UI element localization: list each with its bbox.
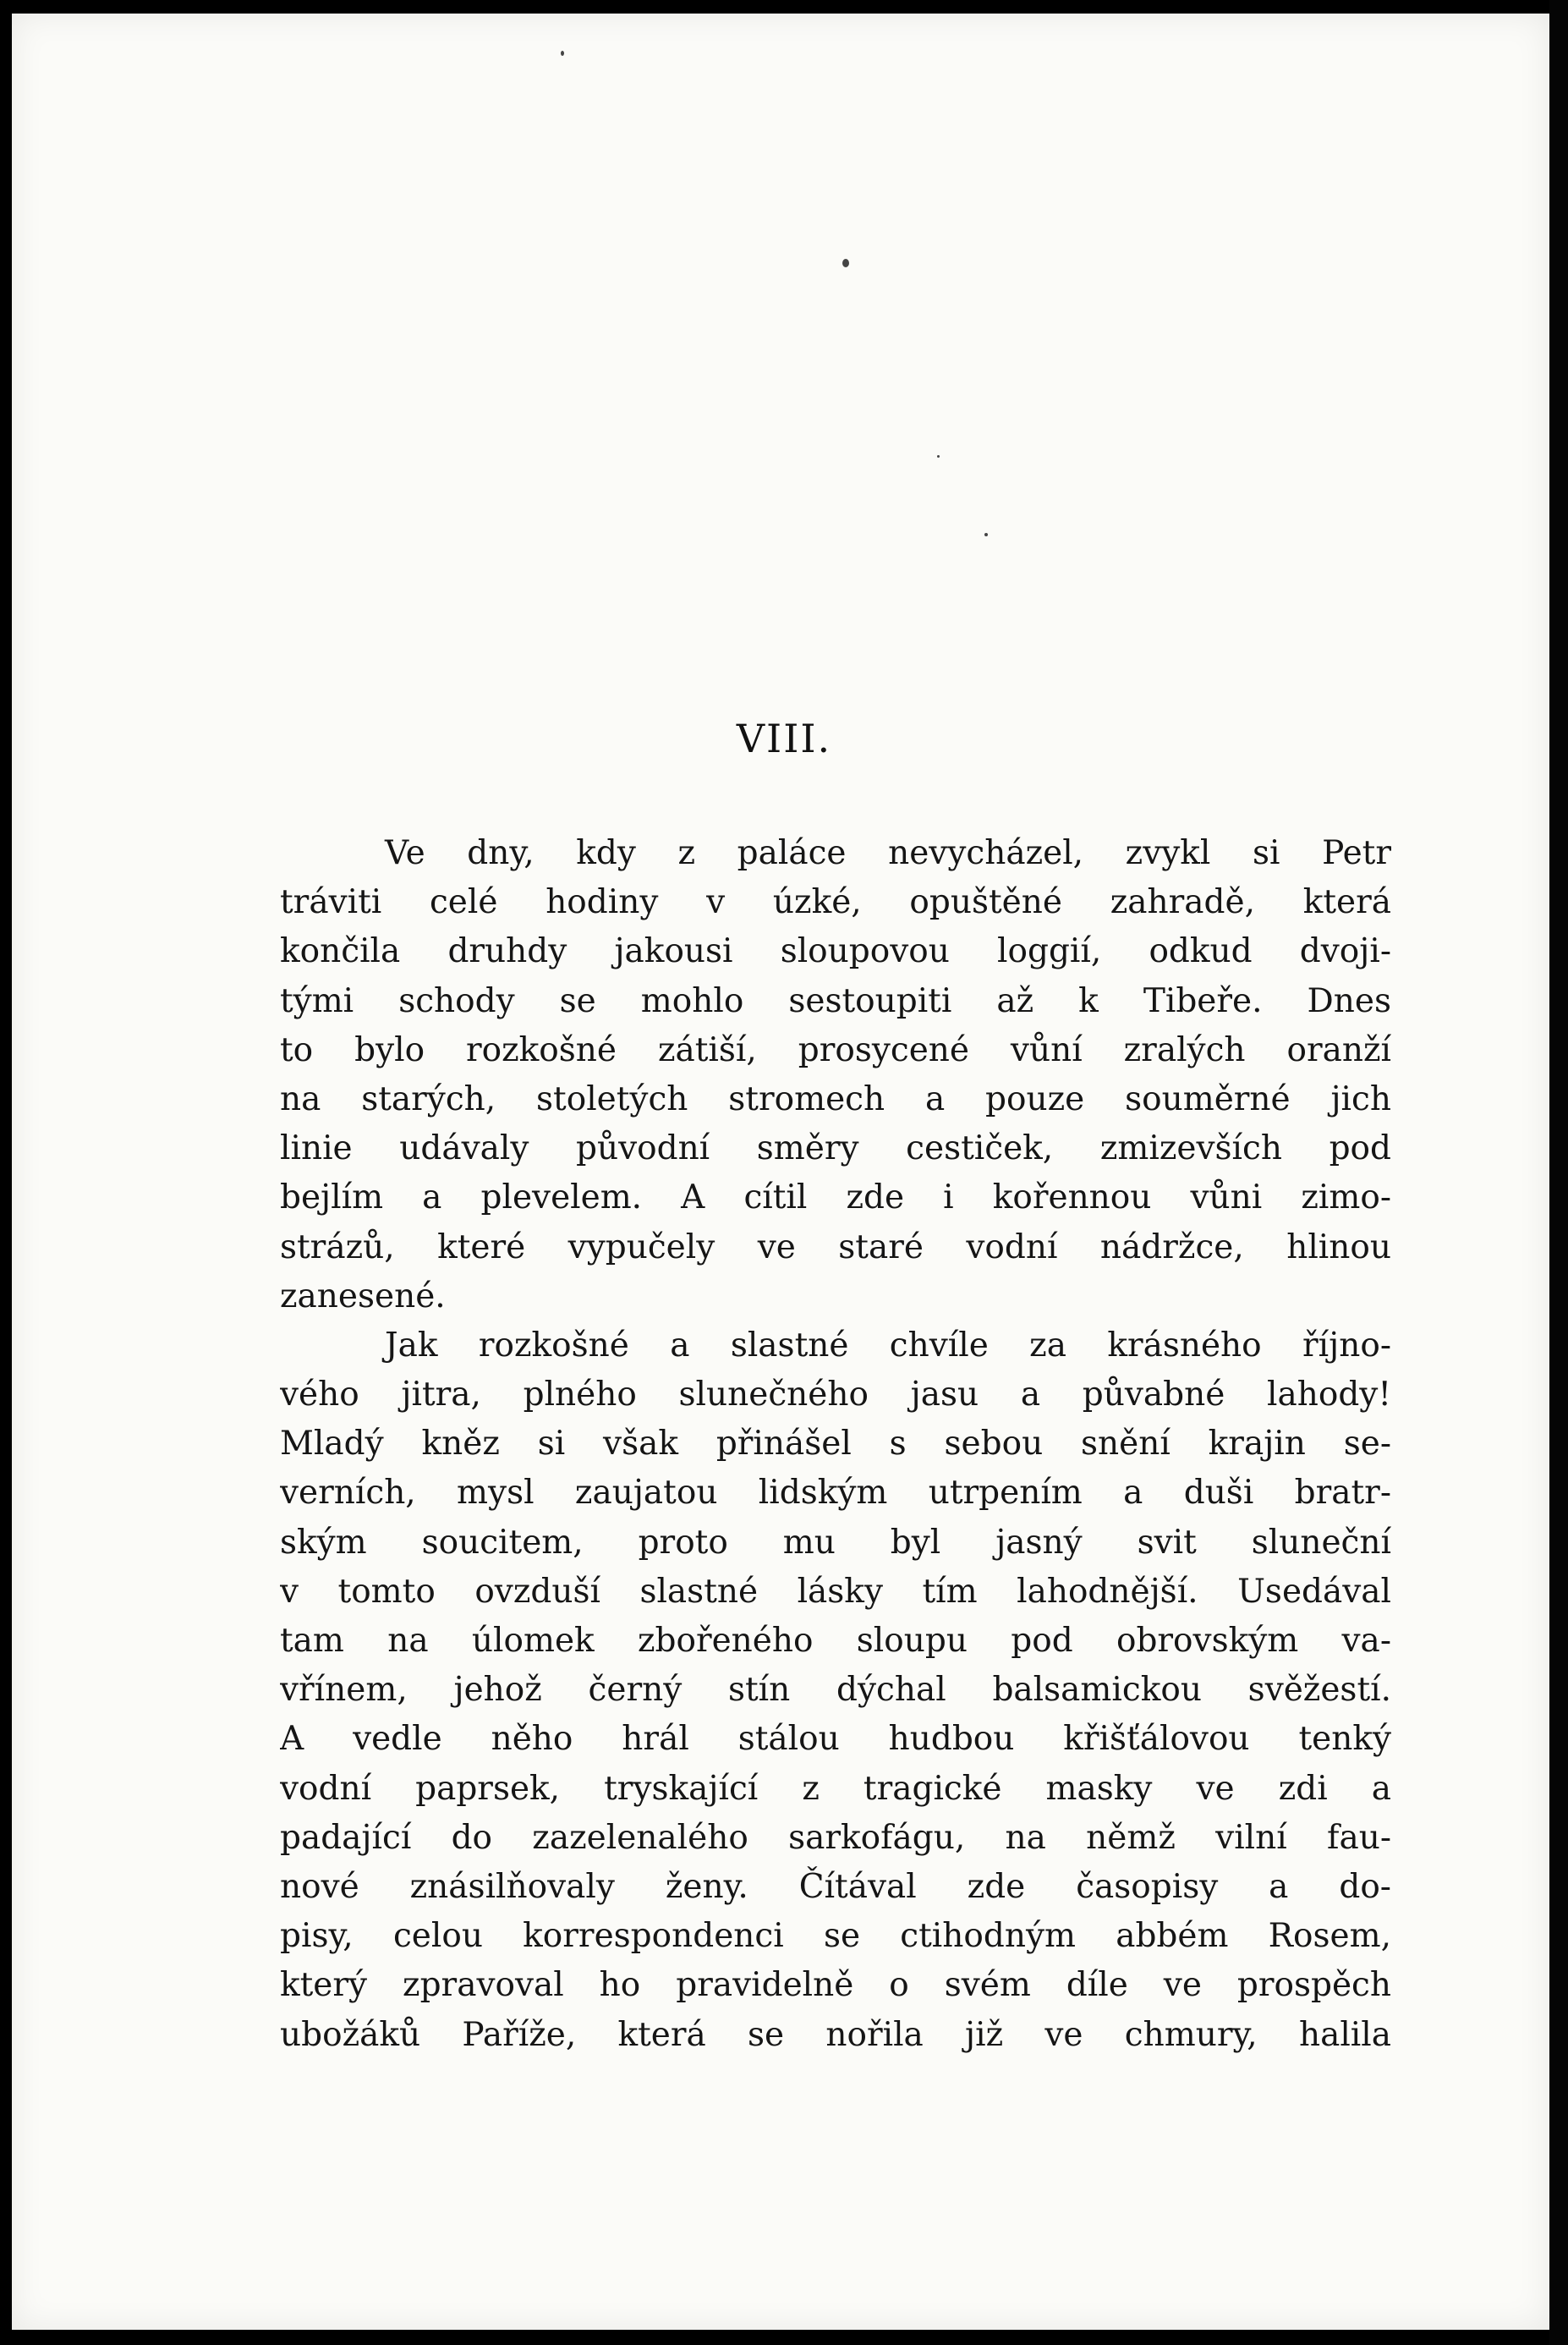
text-line: na starých, stoletých stromech a pouze souměrné jich bbox=[280, 1079, 1391, 1118]
text-line: verních, mysl zaujatou lidským utrpením a duši bratr- bbox=[280, 1474, 1391, 1513]
text-line: strázů, které vypučely ve staré vodní nádržce, hlinou bbox=[280, 1227, 1391, 1266]
text-line: ským soucitem, proto mu byl jasný svit sluneční bbox=[280, 1523, 1391, 1562]
ink-speck bbox=[561, 51, 564, 56]
text-line: A vedle něho hrál stálou hudbou křišťálovou tenký bbox=[280, 1720, 1391, 1759]
ink-speck bbox=[842, 259, 849, 267]
text-line: Mladý kněz si však přinášel s sebou snění krajin se- bbox=[280, 1425, 1391, 1464]
ink-speck bbox=[937, 455, 940, 458]
text-line: tráviti celé hodiny v úzké, opuštěné zahradě, která bbox=[280, 883, 1391, 922]
chapter-heading: VIII. bbox=[736, 716, 832, 761]
text-line: padající do zazelenalého sarkofágu, na němž vilní fau- bbox=[280, 1818, 1391, 1857]
text-line: ubožáků Paříže, která se nořila již ve chmury, halila bbox=[280, 2015, 1391, 2054]
text-line: který zpravoval ho pravidelně o svém díle ve prospěch bbox=[280, 1966, 1391, 2005]
scan-edge bbox=[1549, 0, 1568, 2345]
text-line: nové znásilňovaly ženy. Čítával zde časopisy a do- bbox=[280, 1867, 1391, 1906]
text-line: bejlím a plevelem. A cítil zde i kořennou vůni zimo- bbox=[280, 1178, 1391, 1217]
ink-speck bbox=[984, 533, 988, 536]
text-line: končila druhdy jakousi sloupovou loggií, odkud dvoji- bbox=[280, 932, 1391, 971]
text-line: vého jitra, plného slunečného jasu a půvabné lahody! bbox=[280, 1376, 1391, 1414]
text-line: vodní paprsek, tryskající z tragické masky ve zdi a bbox=[280, 1769, 1391, 1808]
text-line: tými schody se mohlo sestoupiti až k Tibeře. Dnes bbox=[280, 981, 1391, 1020]
text-line: Jak rozkošné a slastné chvíle za krásného říjno- bbox=[385, 1326, 1391, 1365]
text-line: pisy, celou korrespondenci se ctihodným abbém Rosem, bbox=[280, 1917, 1391, 1956]
text-line: linie udávaly původní směry cestiček, zmizevších pod bbox=[280, 1129, 1391, 1168]
text-line: vřínem, jehož černý stín dýchal balsamickou svěžestí. bbox=[280, 1671, 1391, 1710]
text-line: zanesené. bbox=[280, 1277, 446, 1315]
text-line: tam na úlomek zbořeného sloupu pod obrovským va- bbox=[280, 1622, 1391, 1660]
text-line: to bylo rozkošné zátiší, prosycené vůní zralých oranží bbox=[280, 1030, 1391, 1069]
body-text bbox=[280, 829, 1391, 2060]
text-line: Ve dny, kdy z paláce nevycházel, zvykl si Petr bbox=[385, 834, 1391, 872]
text-line: v tomto ovzduší slastné lásky tím lahodnější. Usedával bbox=[280, 1572, 1391, 1611]
